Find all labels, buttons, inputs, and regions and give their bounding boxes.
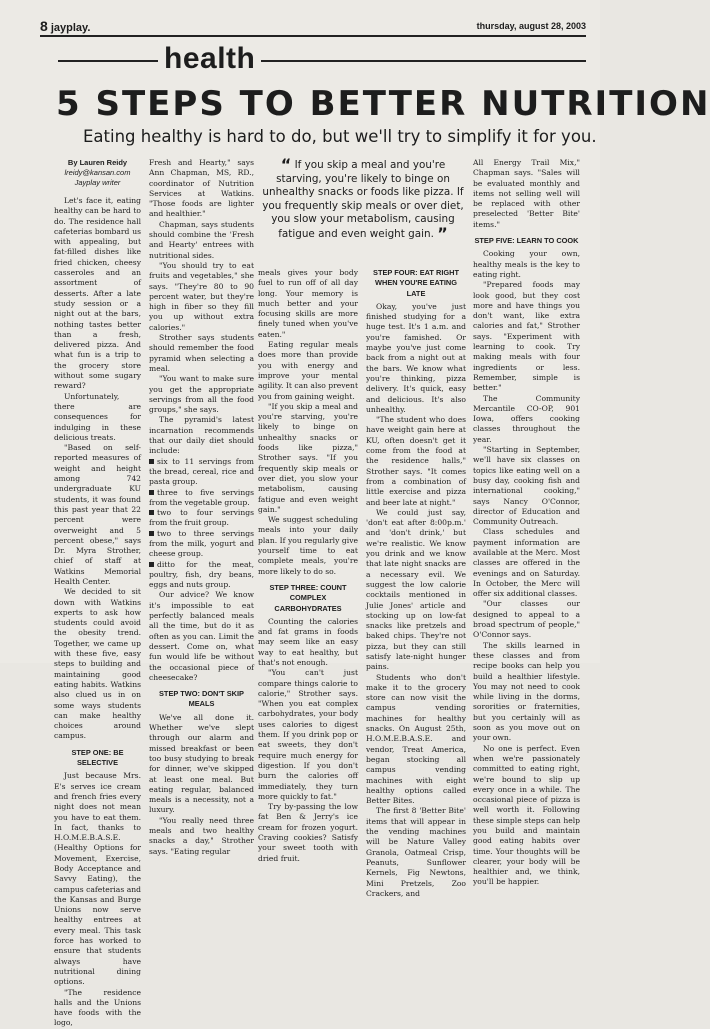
paragraph: Counting the calories and fat grams in foods may seem like an easy way to eat healthy, but that's not enough.	[258, 616, 358, 667]
paragraph: No one is perfect. Even when we're passionately committed to eating right, we're bound to slip up every once in a while. The occasional piece of pizza is well worth it. Following these simple steps can help you build and maintain good eating habits over time. Your thoughts will be clearer, your body will be healthier and, we think, you'll be happier.	[473, 743, 580, 887]
folio-left	[40, 18, 90, 34]
paragraph: Strother says students should remember the food pyramid when selecting a meal.	[149, 333, 254, 373]
open-quote-icon: “	[280, 155, 292, 174]
list-item-text: ditto for the meat, poultry, fish, dry beans, eggs and nuts group.	[149, 559, 254, 590]
list-item	[149, 529, 254, 560]
paragraph: "Based on self-reported measures of weight and height among 742 undergraduate KU students, it was found this past year that 22 percent were overweight and 5 percent obese," says Dr. Myra Strother, chief of staff at Watkins Memorial Health Center.	[54, 443, 141, 586]
paragraph: "Starting in September, we'll have six classes on topics like eating well on a busy day, cooking fish and international cooking," says Nancy O'Connor, director of Education and Community Outreach.	[473, 445, 580, 527]
issue-date: thursday, august 28, 2003	[476, 21, 586, 31]
headline: 5 STEPS TO BETTER NUTRITION	[56, 84, 710, 124]
step-heading: STEP TWO: DON'T SKIP MEALS	[159, 689, 244, 709]
paragraph: Let's face it, eating healthy can be hard to do. The residence hall cafeterias bombard us with appealing, but fat-filled dishes like fried chicken, cheesy casseroles and an assortment of desserts. After a late study session or a night out at the bars, nothing tastes better than a fresh, delivered pizza. And what fun is a trip to the grocery store without some sugary reward?	[54, 196, 141, 391]
publication-name: jayplay.	[50, 22, 91, 34]
list-item	[149, 488, 254, 509]
paragraph: Try by-passing the low fat Ben & Jerry's ice cream for frozen yogurt. Craving cookies? Satisfy your sweet tooth with dried fruit.	[258, 802, 358, 863]
square-bullet-icon	[149, 490, 154, 495]
step-heading: STEP FIVE: LEARN TO COOK	[474, 236, 579, 246]
step-heading: STEP FOUR: EAT RIGHT WHEN YOU'RE EATING LATE	[373, 268, 459, 298]
paragraph: meals gives your body fuel to run off of all day long. Your memory is much better and your focusing skills are more finely tuned when you've eaten."	[258, 268, 358, 339]
paragraph: Fresh and Hearty," says Ann Chapman, MS, RD., coordinator of Nutrition Services at Watkins. "Those foods are lighter and healthier."	[149, 158, 254, 219]
paragraph: Class schedules and payment information are available at the Merc. Most classes are offered in the evenings and on Saturday. In October, the Merc will offer six additional classes.	[473, 527, 580, 599]
list-item	[149, 560, 254, 591]
author-name: By Lauren Reidy	[67, 158, 128, 167]
paragraph: Just because Mrs. E's serves ice cream and french fries every night does not mean you have to eat them. In fact, thanks to H.O.M.E.B.A.S.E. (Healthy Options for Movement, Exercise, Body Acceptance and Savvy Eating), the campus cafeterias and the Kansas and Burge Unions now serve healthy entrees at every meal. This task force has worked to ensure that students always have nutritional dining options.	[54, 771, 141, 987]
paragraph: The Community Mercantile CO-OP, 901 Iowa, offers cooking classes throughout the year.	[473, 393, 580, 444]
paragraph: Eating regular meals does more than provide you with energy and improve your mental agility. It can also prevent you from gaining weight.	[258, 340, 358, 401]
list-item-text: six to 11 servings from the bread, cereal, rice and pasta group.	[149, 456, 254, 487]
section-rule	[58, 60, 586, 62]
square-bullet-icon	[149, 459, 154, 464]
close-quote-icon: ”	[437, 223, 448, 243]
author-email: lreidy@kansan.com	[64, 168, 131, 177]
paragraph: We decided to sit down with Watkins experts to ask how students could avoid the obesity trend. Together, we came up with these five, easy steps to building and maintaining good eating habits. Watkins also clued us in on some ways students can make healthy choices around campus.	[54, 587, 141, 741]
page-number: 8	[40, 18, 48, 34]
paragraph: The pyramid's latest incarnation recommends that our daily diet should include:	[149, 415, 254, 456]
column-1	[54, 158, 141, 1028]
column-2	[149, 158, 254, 856]
pull-quote-text: If you skip a meal and you're starving, you're likely to binge on unhealthy snacks or foods like pizza. If you frequently skip meals or over diet, you slow your metabolism, causing fatigue and even weight gain.	[262, 159, 464, 240]
paragraph: "If you skip a meal and you're starving, you're likely to binge on unhealthy snacks or foods like pizza," Strother says. "If you frequently skip meals or over diet, you slow your metabolism, causing fatigue and even weight gain."	[258, 401, 358, 514]
subheadline: Eating healthy is hard to do, but we'll try to simplify it for you.	[83, 127, 597, 146]
paragraph: "You can't just compare things calorie to calorie," Strother says. "When you eat complex carbohydrates, your body uses calories to digest them. If you drink pop or eat sweets, they don't require much energy for digestion. If you don't burn the calories off immediately, they turn more quickly to fat."	[258, 668, 358, 801]
square-bullet-icon	[149, 562, 154, 567]
paragraph: Okay, you've just finished studying for a huge test. It's 1 a.m. and you're famished. Or maybe you've just come back from a night out at the bars. We know what you're thinking, pizza delivery. It's quick, easy and delicious. It's also unhealthy.	[366, 301, 466, 414]
top-rule	[40, 35, 586, 37]
paragraph: "The student who does have weight gain here at KU, often doesn't get it come from the food at the residence halls," Strother says. "It comes from a combination of little exercise and pizza and beer late at night."	[366, 415, 466, 507]
list-item-text: three to five servings from the vegetable group.	[149, 487, 254, 507]
column-5	[473, 158, 580, 887]
byline	[54, 158, 141, 188]
list-item	[149, 508, 254, 529]
list-item	[149, 457, 254, 488]
paragraph: The first 8 'Better Bite' items that will appear in the vending machines will be Nature Valley Granola, Oatmeal Crisp, Peanuts, Sunflower Kernels, Fig Newtons, Mini Pretzels, Zoo Crackers, and	[366, 806, 466, 898]
paragraph: "The residence halls and the Unions have foods with the logo,	[54, 987, 141, 1028]
paragraph: We suggest scheduling meals into your daily plan. If you regularly give yourself time to eat complete meals, you're more likely to do so.	[258, 515, 358, 576]
paragraph: Chapman, says students should combine the 'Fresh and Hearty' entrees with nutritional sides.	[149, 219, 254, 260]
list-item-text: two to three servings from the milk, yogurt and cheese group.	[149, 528, 254, 559]
paragraph: "You want to make sure you get the appropriate servings from all the food groups," she says.	[149, 374, 254, 415]
paragraph: We could just say, 'don't eat after 8:00p.m.' and 'don't drink,' but we're realistic. We know you drink and we know that late night snacks are a necessary evil. We suggest the low calorie cocktails mentioned in Julie Jones' article and stocking up on low-fat snacks like pretzels and baked chips. They're not pizza, but they can still satisfy late-night hunger pains.	[366, 507, 466, 672]
paragraph: "You really need three meals and two healthy snacks a day," Strother says. "Eating regular	[149, 815, 254, 856]
column-3	[258, 268, 358, 863]
paragraph: "You should try to eat fruits and vegetables," she says. "They're 80 to 90 percent water, but they're high in fiber so they fill you up without extra calories."	[149, 260, 254, 332]
paragraph: "Prepared foods may look good, but they cost more and have things you don't want, like extra calories and fat," Strother says. "Experiment with learning to cook. Try making meals with four ingredients or less. Remember, simple is better."	[473, 280, 580, 393]
square-bullet-icon	[149, 510, 154, 515]
paragraph: Our advice? We know it's impossible to eat perfectly balanced meals all the time, but do it as often as you can. Limit the dessert. Come on, what fun would life be without the occasional piece of cheesecake?	[149, 590, 254, 682]
square-bullet-icon	[149, 531, 154, 536]
paragraph: "Our classes our designed to appeal to a broad spectrum of people," O'Connor says.	[473, 599, 580, 640]
step-heading: STEP ONE: BE SELECTIVE	[71, 747, 124, 768]
section-label: health	[158, 42, 261, 76]
paragraph: Cooking your own, healthy meals is the key to eating right.	[473, 249, 580, 279]
paragraph: The skills learned in these classes and from recipe books can help you build a healthier lifestyle. You may not need to cook while living in the dorms, sororities or fraternities, but you certainly will as soon as you move out on your own.	[473, 640, 580, 743]
column-4	[366, 268, 466, 898]
author-title: Jayplay writer	[74, 178, 121, 187]
paragraph: Unfortunately, there are consequences for indulging in these delicious treats.	[54, 391, 141, 442]
paragraph: Students who don't make it to the grocery store can now visit the campus vending machines for healthy snacks. On August 25th, H.O.M.E.B.A.S.E. and vendor, Treat America, began stocking all campus vending machines with eight healthy options called Better Bites.	[366, 672, 466, 806]
paragraph: All Energy Trail Mix," Chapman says. "Sales will be evaluated monthly and items not selling well will be replaced with other preselected 'Better Bite' items."	[473, 158, 580, 229]
pull-quote	[258, 155, 468, 254]
paragraph: We've all done it. Whether we've slept through our alarm and missed breakfast or been too busy studying to break for dinner, we've skipped at least one meal. But eating regular, balanced meals is a necessity, not a luxury.	[149, 712, 254, 815]
list-item-text: two to four servings from the fruit group.	[149, 508, 254, 528]
step-heading: STEP THREE: COUNT COMPLEX CARBOHYDRATES	[269, 582, 347, 613]
